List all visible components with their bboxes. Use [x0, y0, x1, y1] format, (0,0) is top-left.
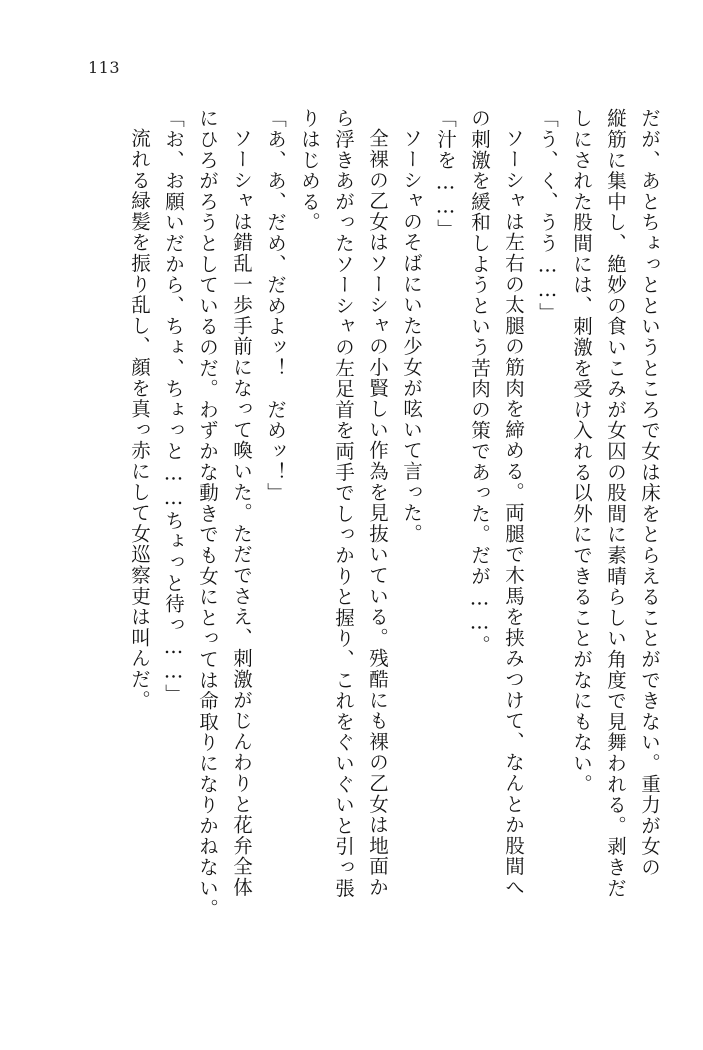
- text-line: ソーシャは左右の太腿の筋肉を締める。両腿で木馬を挟みつけて、なんとか股間へ: [502, 128, 525, 898]
- text-line: 「あ、あ、だめ、だめよッ！ だめッ！」: [264, 108, 287, 504]
- text-line: 全裸の乙女はソーシャの小賢しい作為を見抜いている。残酷にも裸の乙女は地面か: [366, 128, 389, 898]
- vertical-text-block: [56, 108, 659, 988]
- text-line: ら浮きあがったソーシャの左足首を両手でしっかりと握り、これをぐいぐいと引っ張: [332, 108, 355, 899]
- text-line: 「お、お願いだから、ちょ、ちょっと……ちょっと待っ……」: [162, 108, 185, 705]
- text-line: だが、あとちょっとというところで女は床をとらえることができない。重力が女の: [638, 108, 661, 878]
- text-line: の刺激を緩和しようという苦肉の策であった。だが……。: [468, 108, 491, 656]
- text-line: 「汁を……」: [434, 108, 457, 240]
- text-line: にひろがろうとしているのだ。わずかな動きでも女にとっては命取りになりかねない。: [196, 108, 219, 920]
- text-line: 流れる緑髪を振り乱し、顔を真っ赤にして女巡察吏は叫んだ。: [128, 128, 151, 711]
- text-line: ソーシャのそばにいた少女が呟いて言った。: [400, 128, 423, 544]
- text-line: しにされた股間には、刺激を受け入れる以外にできることがなにもない。: [570, 108, 593, 795]
- text-line: 縦筋に集中し、絶妙の食いこみが女囚の股間に素晴らしい角度で見舞われる。剥きだ: [604, 108, 627, 899]
- text-line: ソーシャは錯乱一歩手前になって喚いた。ただでさえ、刺激がじんわりと花弁全体: [230, 128, 253, 898]
- text-line: りはじめる。: [298, 108, 321, 233]
- text-line: 「う、く、うう……」: [536, 108, 559, 323]
- page-number: 113: [88, 58, 121, 77]
